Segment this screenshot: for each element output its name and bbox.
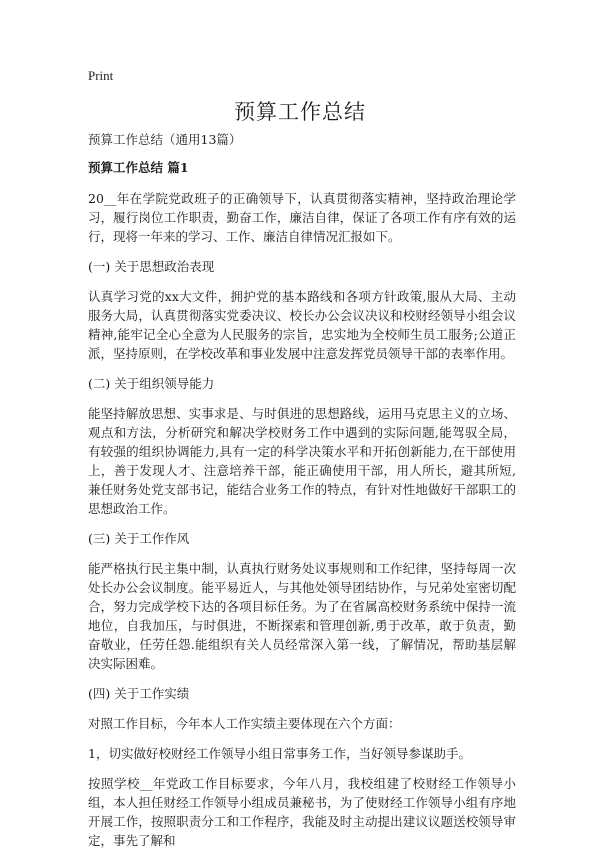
paragraph-achievements-intro: 对照工作目标，今年本人工作实绩主要体现在六个方面： — [88, 716, 401, 731]
document-subtitle: 预算工作总结（通用13篇） — [88, 132, 242, 147]
page-title: 预算工作总结 — [234, 100, 366, 124]
heading-achievements: (四) 关于工作实绩 — [88, 686, 190, 701]
heading-leadership: (二) 关于组织领导能力 — [88, 376, 215, 391]
heading-work-style: (三) 关于工作作风 — [88, 531, 190, 546]
paragraph-intro: 20__年在学院党政班子的正确领导下，认真贯彻落实精神，坚持政治理论学习，履行岗位工作职责，勤奋工作，廉洁自律，保证了各项工作有序有效的运行，现将一年来的学习、工作、廉洁自律情况汇报如下。 — [88, 191, 516, 244]
heading-political: (一) 关于思想政治表现 — [88, 259, 215, 274]
section-heading: 预算工作总结 篇1 — [88, 160, 189, 175]
paragraph-item-1-detail: 按照学校__年党政工作目标要求，今年八月，我校组建了校财经工作领导小组，本人担任财经工作领导小组成员兼秘书，为了使财经工作领导小组有序地开展工作，按照职责分工和工作程序，我能及时主动提出建议议题送校领导审定，事先了解和 — [88, 776, 516, 848]
paragraph-political: 认真学习党的xx大文件，拥护党的基本路线和各项方针政策,服从大局、主动服务大局，认真贯彻落实党委决议、校长办公会议决议和校财经领导小组会议精神,能牢记全心全意为人民服务的宗旨，忠实地为全校师生员工服务;公道正派，坚持原则，在学校改革和事业发展中注意发挥党员领导干部的表率作用。 — [88, 289, 516, 361]
paragraph-leadership: 能坚持解放思想、实事求是、与时俱进的思想路线，运用马克思主义的立场、观点和方法，分析研究和解决学校财务工作中遇到的实际问题,能驾驭全局，有较强的组织协调能力,具有一定的科学决策水平和开拓创新能力,在干部使用上，善于发现人才、注意培养干部，能正确使用干部，用人所长，避其所短,兼任财务处党支部书记，能结合业务工作的特点，有针对性地做好干部职工的思想政治工作。 — [88, 406, 516, 516]
paragraph-item-1: 1，切实做好校财经工作领导小组日常事务工作，当好领导参谋助手。 — [88, 746, 471, 761]
paragraph-work-style: 能严格执行民主集中制，认真执行财务处议事规则和工作纪律，坚持每周一次处长办公会议制度。能平易近人，与其他处领导团结协作，与兄弟处室密切配合，努力完成学校下达的各项目标任务。为了在省属高校财务系统中保持一流地位，自我加压，与时俱进，不断探索和管理创新,勇于改革，敢于负责，勤奋敬业，任劳任怨.能组织有关人员经常深入第一线，了解情况，帮助基层解决实际困难。 — [88, 561, 516, 671]
document-body — [88, 130, 516, 861]
print-link[interactable]: Print — [88, 68, 114, 83]
